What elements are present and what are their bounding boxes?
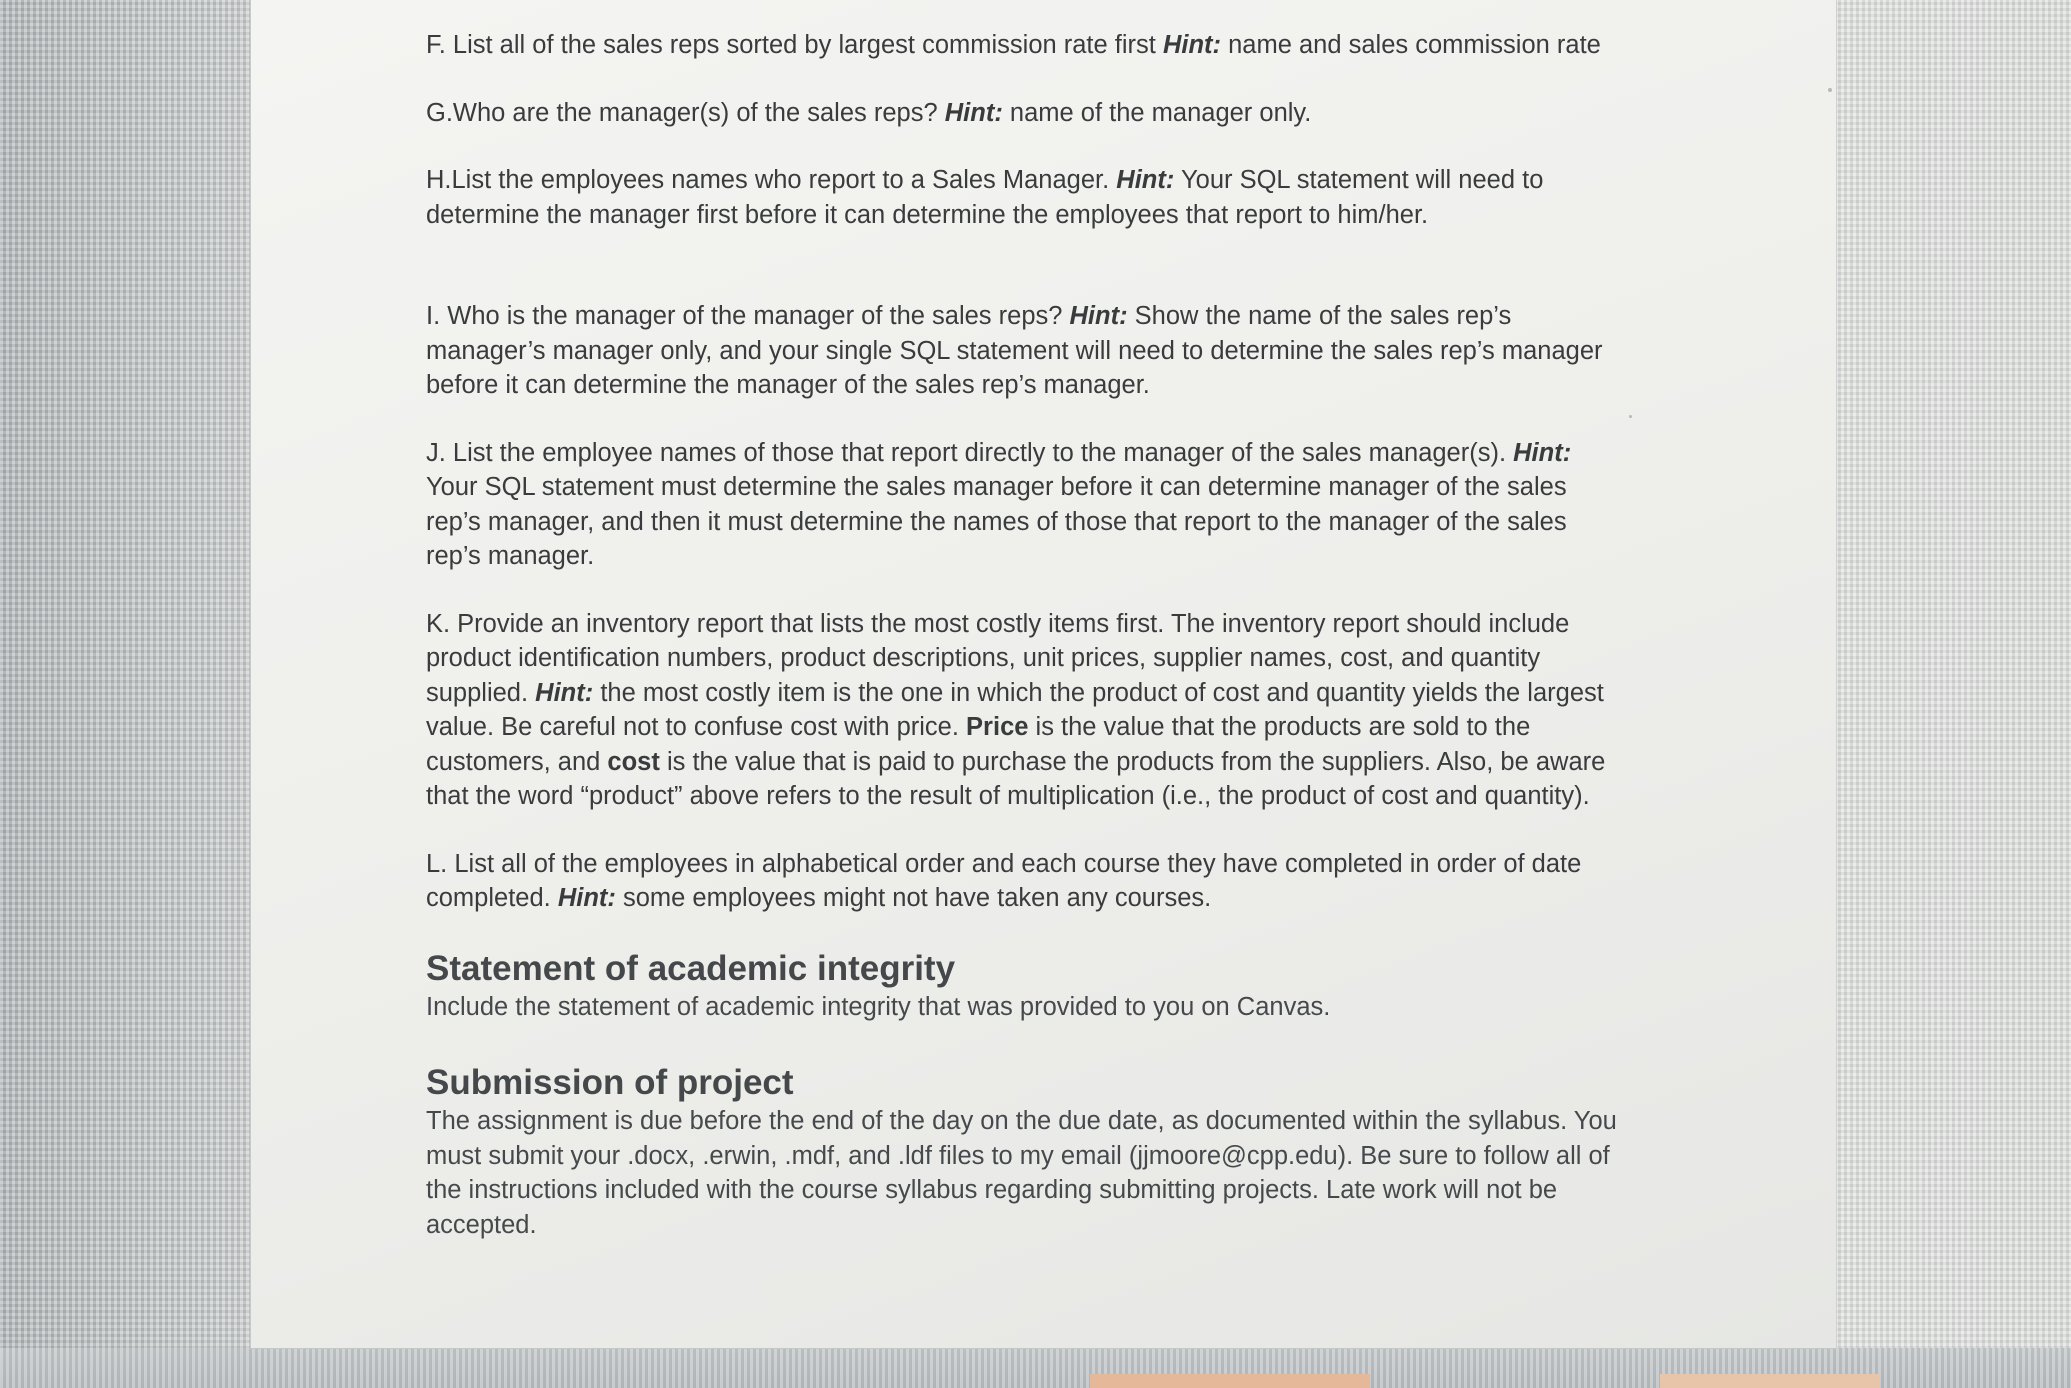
- item-f: [426, 28, 1626, 63]
- item-i-hint: Show the name of the sales rep’s manager’s manager only, and your single SQL statement will need to determine the sales rep’s manager before it can determine the manager of the sales rep’s manager.: [426, 302, 1603, 399]
- cost-term: cost: [607, 747, 660, 776]
- item-k-text-3: is the value that is paid to purchase the products from the suppliers. Also, be aware that the word “product” above refers to the result of multiplication (i.e., the product of cost and quantity).: [426, 747, 1606, 810]
- item-i: [426, 299, 1626, 403]
- price-term: Price: [966, 713, 1029, 741]
- item-g: [426, 96, 1626, 131]
- bottom-accent-2: [1660, 1374, 1880, 1388]
- bottom-accent: [1090, 1374, 1370, 1388]
- document-page: [250, 0, 1837, 1349]
- integrity-body: Include the statement of academic integrity that was provided to you on Canvas.: [426, 992, 1331, 1021]
- background-left: [0, 0, 250, 1388]
- hint-label: Hint:: [1116, 166, 1175, 194]
- page-speck: [1629, 415, 1632, 418]
- hint-label: Hint:: [944, 98, 1003, 127]
- hint-label: Hint:: [535, 678, 594, 707]
- item-k-hint: the most costly item is the one in which the product of cost and quantity yields the largest value. Be careful not to confuse cost with price.: [426, 678, 1604, 741]
- item-l-text: L. List all of the employees in alphabetical order and each course they have completed in order of date completed.: [426, 849, 1582, 912]
- item-g-text: G.Who are the manager(s) of the sales reps?: [426, 98, 945, 127]
- hint-label: Hint:: [557, 884, 616, 912]
- item-g-hint: name of the manager only.: [1002, 98, 1312, 127]
- item-l-hint: some employees might not have taken any courses.: [615, 884, 1212, 912]
- item-k: [426, 607, 1626, 814]
- item-h: [426, 163, 1626, 232]
- item-k-text: K. Provide an inventory report that lists the most costly items first. The inventory report should include product identification numbers, product descriptions, unit prices, supplier names, cost, and quantity supplied.: [426, 609, 1570, 707]
- item-f-hint: name and sales commission rate: [1221, 31, 1601, 59]
- submission-body: The assignment is due before the end of the day on the due date, as documented within the syllabus. You must submit your .docx, .erwin, .mdf, and .ldf files to my email (jjmoore@cpp.edu). Be sure to follow all of the instructions included with the course syllabus regarding submitting projects. Late work will not be accepted.: [426, 1107, 1617, 1239]
- item-j: [426, 436, 1626, 574]
- hint-label: Hint:: [1162, 31, 1222, 59]
- item-h-text: H.List the employees names who report to a Sales Manager.: [426, 166, 1117, 194]
- submission-heading: Submission of project: [426, 1063, 794, 1102]
- item-f-text: F. List all of the sales reps sorted by largest commission rate first: [426, 31, 1163, 59]
- document-content: [426, 28, 1626, 1242]
- item-j-text: J. List the employee names of those that report directly to the manager of the sales manager(s).: [426, 438, 1514, 467]
- item-j-hint: Your SQL statement must determine the sales manager before it can determine manager of the sales rep’s manager, and then it must determine the names of those that report to the manager of the sales rep’s manager.: [426, 473, 1567, 570]
- background-bottom: [0, 1348, 2071, 1388]
- item-k-text-2: is the value that the products are sold to the customers, and: [426, 713, 1531, 776]
- hint-label: Hint:: [1513, 438, 1572, 467]
- background-right: [1835, 0, 2071, 1388]
- page-speck: [1828, 88, 1832, 92]
- item-i-text: I. Who is the manager of the manager of the sales reps?: [426, 302, 1070, 330]
- integrity-heading: Statement of academic integrity: [426, 948, 956, 988]
- item-l: [426, 847, 1626, 916]
- hint-label: Hint:: [1069, 302, 1128, 330]
- item-h-hint: Your SQL statement will need to determine the manager first before it can determine the employees that report to him/her.: [426, 166, 1544, 229]
